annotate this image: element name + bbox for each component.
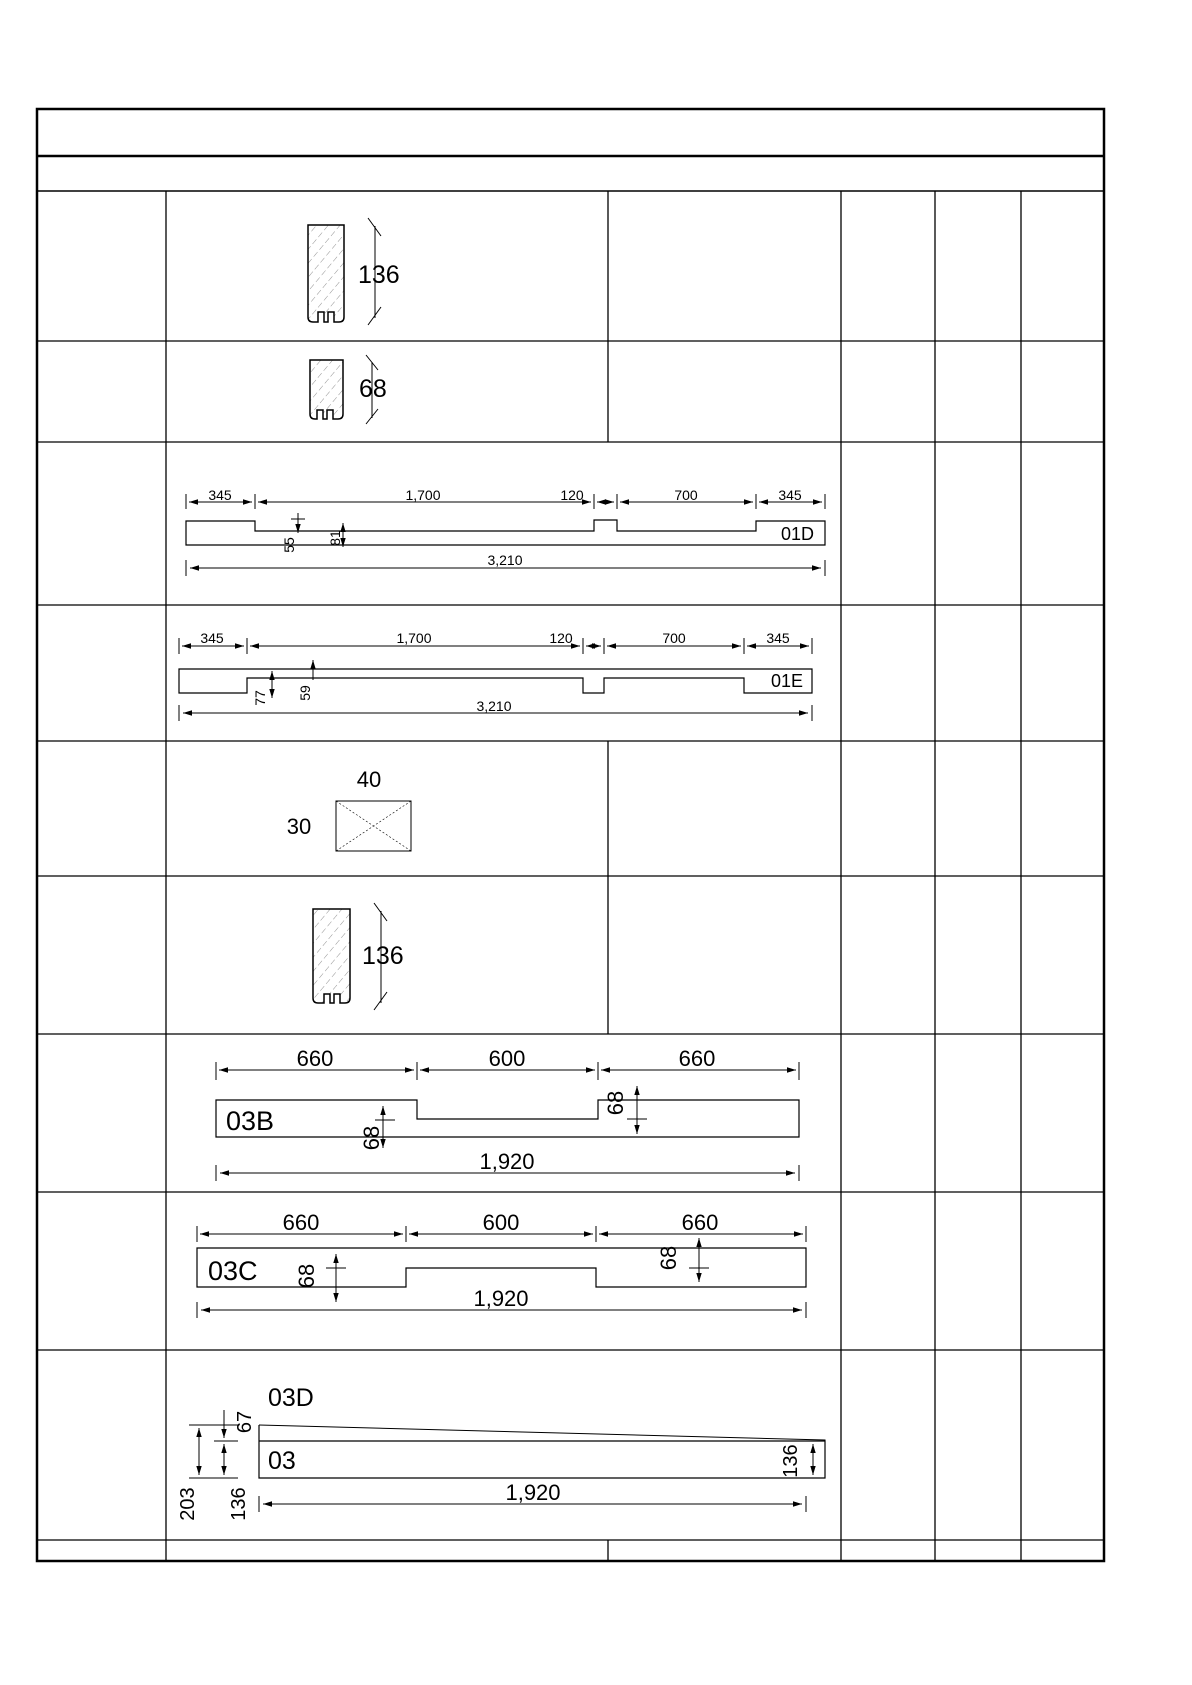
part-label: 01D [781,524,815,544]
height-label: 67 [234,1410,256,1434]
segment-label: 660 [678,1046,716,1071]
depth-label: 77 [252,690,268,706]
segment-label: 700 [662,630,686,646]
part-label: 03D [268,1384,314,1412]
part-label: 03B [226,1106,275,1136]
segment-label: 120 [560,487,584,503]
depth-label: 68 [603,1090,628,1116]
profile-03D-labels [177,1384,802,1521]
part-label: 03C [208,1256,258,1286]
depth-label: 68 [656,1245,681,1271]
height-label: 30 [286,814,312,839]
part-outline-03D [259,1425,825,1441]
segment-label: 345 [778,487,802,503]
height-label: 136 [228,1487,250,1521]
segment-label: 660 [681,1210,719,1235]
total-length-label: 1,920 [473,1286,529,1311]
width-label: 40 [356,767,382,792]
depth-label: 81 [327,530,343,546]
height-label: 203 [177,1487,199,1521]
height-label: 136 [780,1444,802,1478]
depth-label: 68 [294,1263,319,1289]
section-profile-136-b [313,903,404,1010]
part-label: 01E [771,671,804,691]
total-length-label: 1,920 [505,1480,561,1505]
segment-label: 345 [208,487,232,503]
segment-label: 345 [766,630,790,646]
segment-label: 1,700 [396,630,432,646]
part-outline [197,1245,806,1287]
depth-label: 68 [359,1125,384,1151]
profile-01D-labels [208,487,814,568]
segment-label: 600 [482,1210,520,1235]
section-height-label: 136 [362,942,404,970]
section-profile-68 [310,355,387,424]
total-length-label: 1,920 [479,1149,535,1174]
profile-03B-labels [226,1046,715,1174]
section-height-label: 68 [359,375,387,403]
depth-label: 55 [281,537,297,553]
segment-label: 1,700 [405,487,441,503]
section-rect-40x30 [287,767,411,851]
segment-label: 345 [200,630,224,646]
section-height-label: 136 [358,261,400,289]
part-label: 03 [268,1447,296,1475]
segment-label: 600 [488,1046,526,1071]
part-outline [216,1100,799,1137]
segment-label: 120 [549,630,573,646]
total-length-label: 3,210 [487,552,523,568]
outer-frame [37,109,1104,1561]
table-grid [37,109,1104,1561]
profile-03C-labels [208,1210,718,1311]
segment-label: 660 [296,1046,334,1071]
section-profile-136-a [308,218,400,325]
segment-label: 660 [282,1210,320,1235]
profile-01E-labels [200,630,803,714]
segment-label: 700 [674,487,698,503]
part-outline [179,669,812,693]
total-length-label: 3,210 [476,698,512,714]
depth-label: 59 [297,685,313,701]
